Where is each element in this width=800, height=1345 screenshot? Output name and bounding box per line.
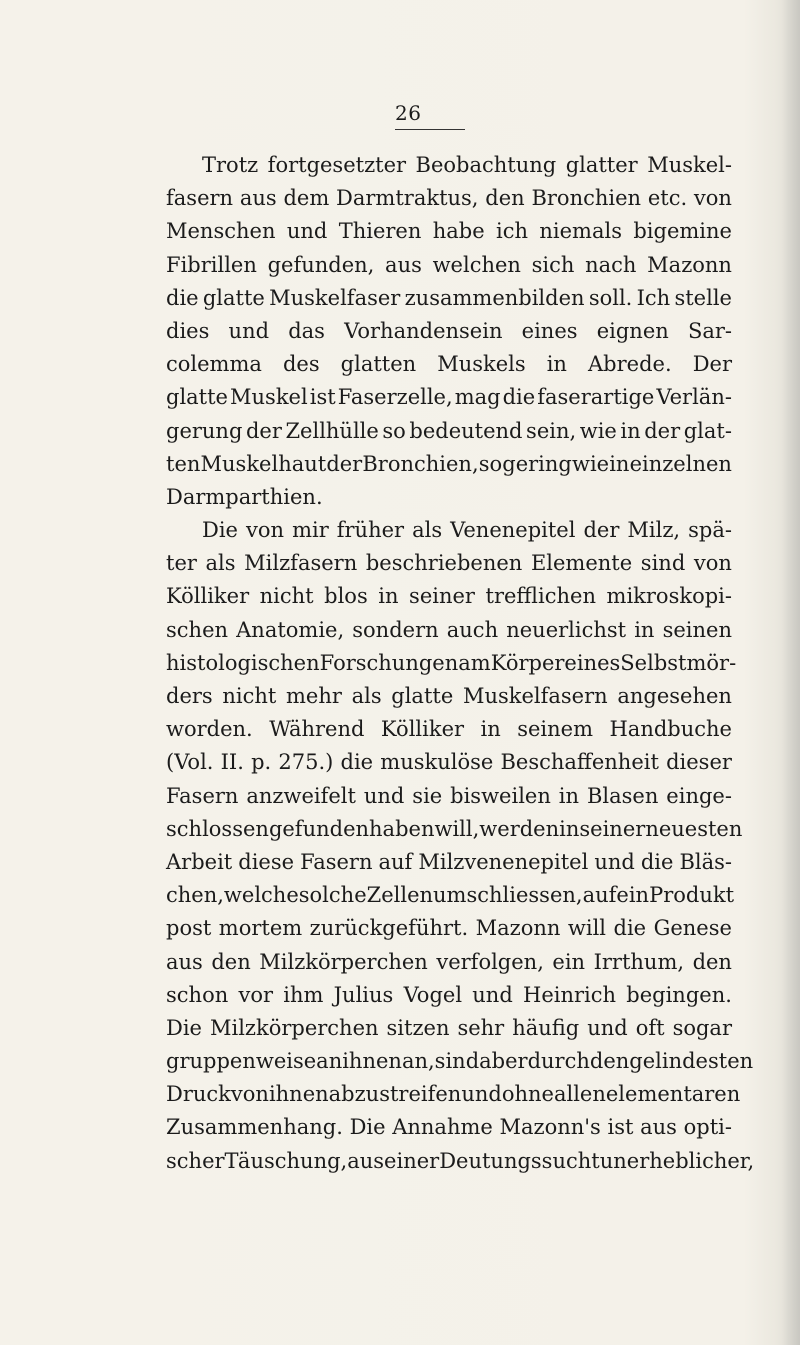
word: als <box>412 518 443 543</box>
word: Venenepitel <box>450 518 576 543</box>
text-line <box>166 282 732 315</box>
body-text <box>166 149 755 1178</box>
word: Ich <box>636 285 671 310</box>
word: auf <box>378 849 413 874</box>
text-line <box>166 1045 754 1078</box>
word: aus <box>347 1148 385 1173</box>
word: bigemine <box>633 219 732 244</box>
word: Muskel <box>230 385 308 410</box>
word: habe <box>432 219 485 244</box>
word: und <box>587 1015 628 1040</box>
text-line <box>166 713 732 746</box>
word: aus <box>166 949 203 974</box>
word: durch <box>527 1049 590 1074</box>
word: etc. <box>647 186 688 211</box>
word: einge- <box>666 783 732 808</box>
word: Beobachtung <box>415 153 557 177</box>
page-edge-shadow <box>782 0 800 1345</box>
word: an, <box>401 1049 435 1074</box>
word: Milz, <box>627 518 681 543</box>
text-line <box>166 780 732 813</box>
word: sein, <box>526 418 577 443</box>
word: ten <box>166 451 201 476</box>
word: Vogel <box>403 982 463 1007</box>
word: begingen. <box>626 982 732 1007</box>
word: unerheblicher, <box>599 1148 755 1173</box>
word: II. <box>220 750 244 775</box>
word: sind <box>434 1049 480 1074</box>
word: soll. <box>588 285 633 310</box>
text-line <box>166 580 732 613</box>
word: nach <box>585 252 637 277</box>
text-line <box>166 381 732 414</box>
word: bisweilen <box>450 783 551 808</box>
word: beschriebenen <box>365 551 523 576</box>
word: Handbuche <box>609 717 732 742</box>
word: ist <box>607 1115 634 1140</box>
word: mag <box>454 385 501 410</box>
word: haben <box>369 816 435 841</box>
text-line <box>166 415 732 448</box>
word: den <box>692 949 732 974</box>
word: gruppenweise <box>166 1049 317 1074</box>
word: angesehen <box>617 684 732 708</box>
word: dies <box>166 318 210 343</box>
word: (Vol. <box>166 750 214 775</box>
word: die <box>502 385 536 410</box>
word: gerung <box>166 418 243 443</box>
text-line <box>166 448 732 481</box>
word: und <box>363 783 405 808</box>
text-line <box>166 514 732 547</box>
word: blos <box>324 584 368 609</box>
word: aber <box>479 1049 528 1074</box>
word: Thieren <box>338 219 422 244</box>
text-line <box>166 647 737 680</box>
word: Bläs- <box>679 849 732 874</box>
page-number: 26 <box>395 101 422 125</box>
word: einzelnen <box>629 451 732 476</box>
word: Sar- <box>687 318 732 343</box>
word: Der <box>692 352 732 377</box>
word: den <box>589 1049 630 1074</box>
text-line <box>166 249 732 282</box>
word: seinen <box>662 617 732 642</box>
word: p. <box>251 750 272 775</box>
word: ich <box>496 219 529 244</box>
word: solche <box>298 883 367 908</box>
word: Irrthum, <box>593 949 685 974</box>
word: vor <box>238 982 274 1007</box>
word: glatter <box>565 153 638 177</box>
word: Kölliker <box>380 717 465 742</box>
word: in <box>634 617 655 642</box>
word: Bronchien <box>531 186 642 211</box>
word: ter <box>166 551 197 576</box>
word: opti- <box>683 1115 732 1140</box>
word: Vorhandensein <box>344 318 503 343</box>
word: chen, <box>166 883 224 908</box>
word: Milzkörperchen <box>209 1015 379 1040</box>
word: Milzfasern <box>244 551 358 576</box>
word: glatte <box>391 684 454 708</box>
word: eignen <box>596 318 669 343</box>
word: glatte <box>202 285 265 310</box>
word: sind <box>640 551 686 576</box>
word: sie <box>412 783 443 808</box>
word: und <box>286 219 328 244</box>
word: Bronchien, <box>362 451 479 476</box>
word: Deutungssucht <box>439 1148 600 1173</box>
word: von <box>693 551 732 576</box>
text-line <box>166 746 732 779</box>
word: des <box>282 352 320 377</box>
word: Die <box>202 518 238 543</box>
text-line <box>166 979 732 1012</box>
word: nicht <box>259 584 314 609</box>
word: ein <box>552 949 586 974</box>
text-line <box>166 813 743 846</box>
word: seinem <box>517 717 594 742</box>
text-line <box>166 846 732 879</box>
word: Beschaffenheit <box>500 750 659 775</box>
word: trefflichen <box>485 584 596 609</box>
word: colemma <box>166 352 262 377</box>
word: fasern <box>166 186 234 211</box>
word: sich <box>531 252 575 277</box>
word: ihnen <box>342 1049 402 1074</box>
word: Produkt <box>649 883 735 908</box>
word: sogar <box>672 1015 732 1040</box>
word: welche <box>223 883 299 908</box>
word: oft <box>635 1015 665 1040</box>
text-line <box>166 912 732 945</box>
word: und <box>461 1082 502 1107</box>
word: welchen <box>432 252 521 277</box>
word: sitzen <box>386 1015 450 1040</box>
word: Zellhülle <box>285 418 379 443</box>
text-line <box>166 946 732 979</box>
text-line <box>166 547 732 580</box>
text-line <box>166 680 732 713</box>
word: stelle <box>674 285 732 310</box>
word: aus <box>239 186 277 211</box>
text-line <box>166 215 732 248</box>
word: glatten <box>340 352 417 377</box>
text-line <box>166 182 732 215</box>
word: Anatomie, <box>236 617 345 642</box>
word: Die <box>349 1115 386 1140</box>
word: gering <box>502 451 572 476</box>
word: Blasen <box>586 783 659 808</box>
word: neuesten <box>645 816 743 841</box>
word: Annahme <box>392 1115 493 1140</box>
word: und <box>228 318 270 343</box>
word: Muskel- <box>647 153 732 177</box>
word: niemals <box>539 219 622 244</box>
word: und <box>594 849 635 874</box>
word: neuerlichst <box>506 617 627 642</box>
word: Selbstmör- <box>620 650 737 675</box>
word: bedeutend <box>409 418 523 443</box>
word: Forschungen <box>319 650 459 675</box>
word: in <box>609 451 630 476</box>
word: werden <box>479 816 560 841</box>
word: faserartige <box>537 385 655 410</box>
word: den <box>485 186 525 211</box>
word: Trotz <box>202 153 259 177</box>
word: die <box>340 750 374 775</box>
word: ders <box>166 684 213 708</box>
word: histologischen <box>166 650 320 675</box>
text-line <box>166 348 732 381</box>
text-line <box>166 614 732 647</box>
word: in <box>480 717 501 742</box>
word: Milzvenenepitel <box>418 849 589 874</box>
word: häufig <box>512 1015 580 1040</box>
word: auf <box>582 883 617 908</box>
word: gefunden, <box>267 252 375 277</box>
word: der <box>644 418 681 443</box>
text-line <box>166 149 732 182</box>
word: ihm <box>283 982 324 1007</box>
word: Julius <box>333 982 394 1007</box>
text-line <box>166 1078 741 1111</box>
word: wie <box>571 451 610 476</box>
word: Druck <box>166 1082 231 1107</box>
word: Die <box>166 1015 202 1040</box>
word: in <box>620 418 641 443</box>
word: schen <box>166 617 229 642</box>
word: Abrede. <box>588 352 672 377</box>
word: Menschen <box>166 219 276 244</box>
word: in <box>378 584 399 609</box>
word: die <box>640 849 674 874</box>
word: Fasern <box>300 849 373 874</box>
word: Mazonn's <box>499 1115 601 1140</box>
word: Täuschung, <box>224 1148 348 1173</box>
word: eines <box>521 318 578 343</box>
word: Während <box>269 717 365 742</box>
word: sondern <box>352 617 439 642</box>
word: eines <box>564 650 621 675</box>
word: Muskels <box>437 352 526 377</box>
word: Mazonn <box>647 252 732 277</box>
word: in <box>558 783 580 808</box>
word: Fibrillen <box>166 252 257 277</box>
word: der <box>583 518 620 543</box>
word: von <box>693 186 732 211</box>
word: schon <box>166 982 229 1007</box>
word: mehr <box>286 684 342 708</box>
word: von <box>230 1082 269 1107</box>
word: als <box>205 551 236 576</box>
word: Arbeit <box>166 849 233 874</box>
word: spä- <box>688 518 732 543</box>
word: die <box>166 285 199 310</box>
word: Faserzelle, <box>337 385 453 410</box>
text-line <box>166 879 735 912</box>
page-number-rule <box>395 129 465 130</box>
word: die <box>613 916 647 941</box>
word: glatte <box>166 385 228 410</box>
text-line <box>166 1145 755 1178</box>
word: als <box>351 684 382 708</box>
word: ihnen <box>268 1082 329 1107</box>
word: gelindesten <box>629 1049 754 1074</box>
word: Zusammenhang. <box>166 1115 343 1140</box>
word: Fasern <box>166 783 239 808</box>
word: mir <box>292 518 329 543</box>
word: seiner <box>409 584 475 609</box>
word: abzustreifen <box>328 1082 462 1107</box>
word: scher <box>166 1148 225 1173</box>
word: diese <box>238 849 295 874</box>
word: zurückgeführt. <box>309 916 469 941</box>
word: nicht <box>222 684 277 708</box>
word: Genese <box>653 916 732 941</box>
word: allen <box>553 1082 606 1107</box>
word: Muskelfasern <box>462 684 608 708</box>
word: schlossen <box>166 816 269 841</box>
word: Zellen <box>366 883 434 908</box>
word: muskulöse <box>380 750 494 775</box>
word: dem <box>283 186 330 211</box>
word: Elemente <box>530 551 633 576</box>
word: Kölliker <box>166 584 250 609</box>
word: auch <box>446 617 499 642</box>
word: wie <box>579 418 617 443</box>
word: in <box>559 816 580 841</box>
word: so <box>478 451 503 476</box>
word: Körper <box>490 650 565 675</box>
text-line <box>166 1012 732 1045</box>
word: und <box>472 982 513 1007</box>
word: Muskelhaut <box>200 451 327 476</box>
word: am <box>458 650 491 675</box>
word: dieser <box>666 750 732 775</box>
word: Mazonn <box>475 916 561 941</box>
word: der <box>245 418 282 443</box>
word: umschliessen, <box>433 883 583 908</box>
word: von <box>246 518 285 543</box>
word: seiner <box>579 816 646 841</box>
word: ist <box>309 385 336 410</box>
word: mortem <box>218 916 303 941</box>
word: worden. <box>166 717 253 742</box>
word: zusammenbilden <box>404 285 585 310</box>
word: in <box>546 352 567 377</box>
word: Darmtraktus, <box>336 186 479 211</box>
word: glat- <box>683 418 732 443</box>
word: das <box>288 318 325 343</box>
word: den <box>211 949 251 974</box>
word: gefunden <box>268 816 370 841</box>
word: Heinrich <box>523 982 617 1007</box>
word: der <box>326 451 363 476</box>
word: mikroskopi- <box>606 584 732 609</box>
word: post <box>166 916 212 941</box>
word: sehr <box>457 1015 505 1040</box>
word: aus <box>385 252 422 277</box>
word: verfolgen, <box>436 949 544 974</box>
text-line <box>166 1111 732 1144</box>
word: 275.) <box>278 750 334 775</box>
word: aus <box>640 1115 677 1140</box>
word: an <box>316 1049 343 1074</box>
word: Muskelfaser <box>269 285 401 310</box>
word: Milzkörperchen <box>259 949 428 974</box>
word: früher <box>336 518 405 543</box>
word: ohne <box>501 1082 554 1107</box>
word: anzweifelt <box>246 783 356 808</box>
word: elementaren <box>605 1082 741 1107</box>
word: einer <box>384 1148 440 1173</box>
text-line <box>166 481 732 514</box>
word: Darmparthien. <box>166 484 323 509</box>
text-line <box>166 315 732 348</box>
word: will, <box>434 816 480 841</box>
word: fortgesetzter <box>267 153 407 177</box>
word: ein <box>616 883 650 908</box>
word: Verlän- <box>656 385 732 410</box>
word: will <box>567 916 607 941</box>
word: so <box>382 418 406 443</box>
